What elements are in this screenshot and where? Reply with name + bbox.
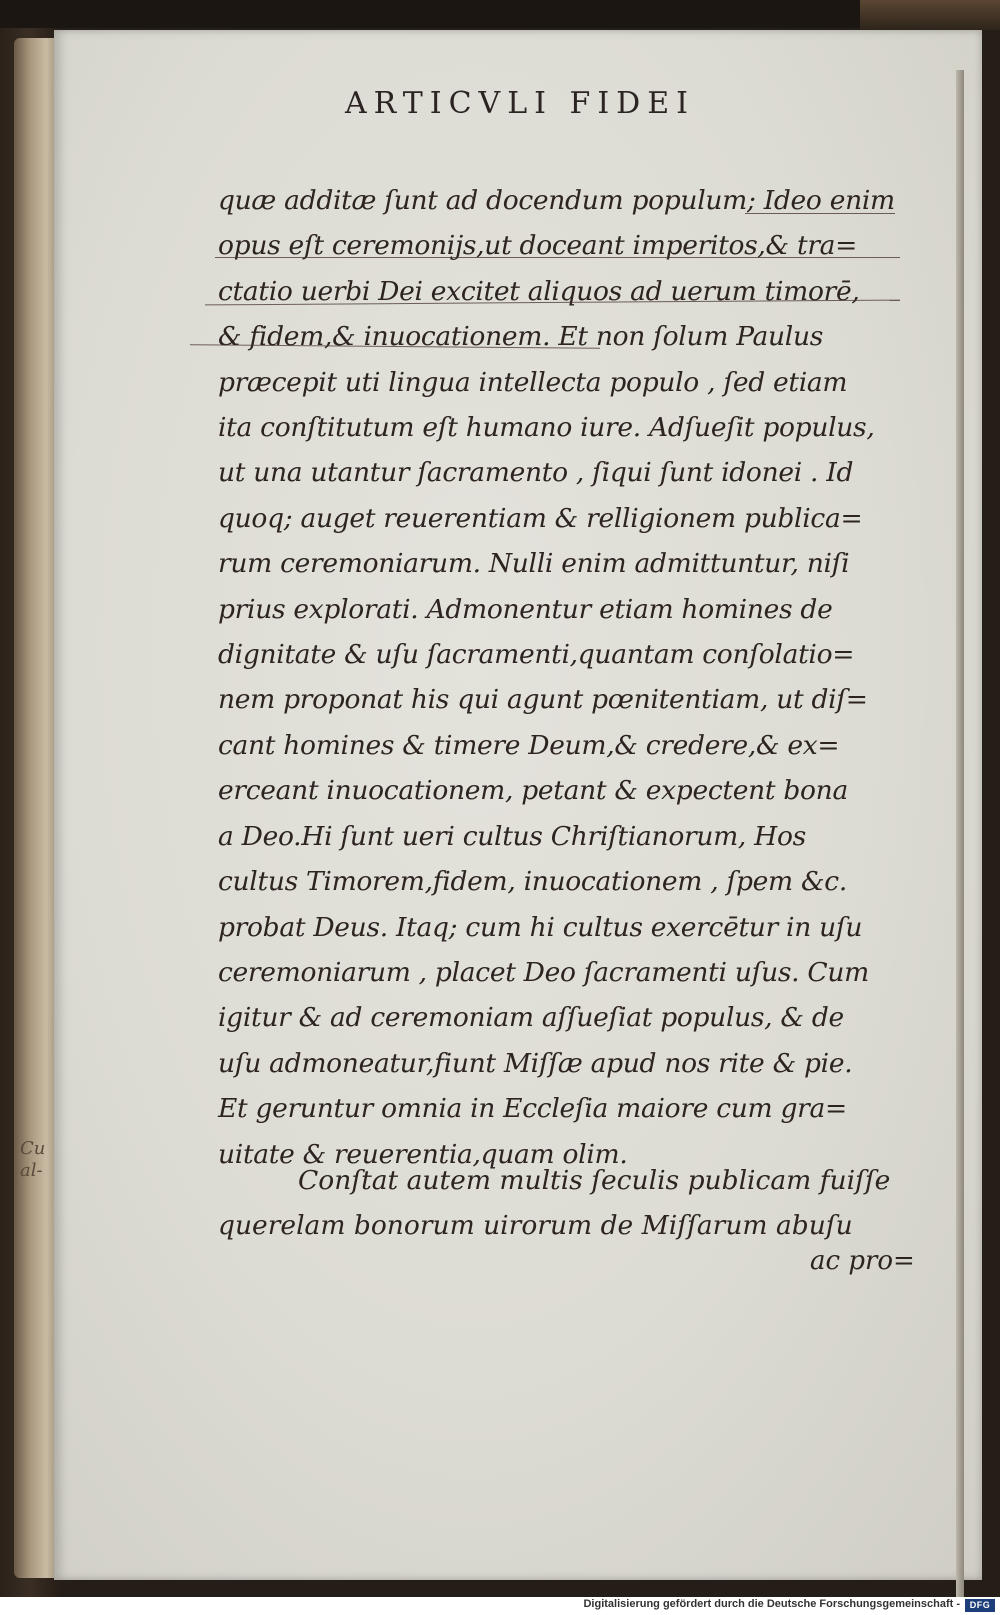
text-line: rum ceremoniarum. Nulli enim admittuntur, niſi xyxy=(218,548,850,580)
text-line: Conſtat autem multis ſeculis publicam fuiſſe xyxy=(298,1165,891,1196)
text-line: ut una utantur ſacramento , ſiqui ſunt idonei . Id xyxy=(218,457,854,489)
text-line: uitate & reuerentia,quam olim. xyxy=(218,1138,628,1170)
paragraph-1 xyxy=(218,178,908,1177)
hand-underline-2 xyxy=(215,257,900,258)
text-line: ceremoniarum , placet Deo ſacramenti uſus. Cum xyxy=(218,956,869,988)
text-line: quoq; auget reuerentiam & relligionem publica= xyxy=(218,502,863,534)
text-line: Et geruntur omnia in Eccleſia maiore cum gra= xyxy=(218,1093,847,1125)
text-line: a Deo.Hi ſunt ueri cultus Chriſtianorum, Hos xyxy=(218,820,806,852)
text-line: probat Deus. Itaq; cum hi cultus exercētur in uſu xyxy=(218,911,863,943)
margin-note-line: Cu xyxy=(20,1138,46,1159)
text-line: ita conſtitutum eſt humano iure. Adſueſit populus, xyxy=(218,412,875,444)
text-line: cultus Timorem,fidem, inuocationem , ſpem &c. xyxy=(218,866,847,898)
funding-credit: Digitalisierung gefördert durch die Deutsche Forschungsgemeinschaft - xyxy=(583,1598,960,1610)
text-line: & fidem,& inuocationem. Et non ſolum Paulus xyxy=(218,321,824,353)
running-head: ARTICVLI FIDEI xyxy=(345,86,695,121)
paragraph-2 xyxy=(218,1158,908,1249)
text-line: erceant inuocationem, petant & expectent bona xyxy=(218,775,848,807)
text-line: prius explorati. Admonentur etiam homines de xyxy=(218,593,833,625)
text-line: nem proponat his qui agunt pœnitentiam, ut diſ= xyxy=(218,684,868,716)
margin-annotation xyxy=(20,1138,60,1182)
hand-underline-1 xyxy=(745,213,895,214)
text-line: dignitate & uſu ſacramenti,quantam conſolatio= xyxy=(218,639,855,671)
text-line: præcepit uti lingua intellecta populo , ſed etiam xyxy=(218,366,848,398)
margin-note-line: al- xyxy=(20,1160,43,1181)
text-line: opus eſt ceremonijs,ut doceant imperitos,& tra= xyxy=(218,230,858,262)
digitization-footer xyxy=(0,1597,1000,1615)
cover-corner xyxy=(860,0,1000,30)
text-line: querelam bonorum uirorum de Miſſarum abuſu xyxy=(218,1210,853,1242)
dfg-logo: DFG xyxy=(965,1599,995,1612)
text-line: ctatio uerbi Dei excitet aliquos ad uerum timorē, xyxy=(218,275,860,307)
text-line: cant homines & timere Deum,& credere,& ex= xyxy=(218,729,840,761)
page-fore-edge xyxy=(956,70,964,1600)
text-line: uſu admoneatur,fiunt Miſſæ apud nos rite & pie. xyxy=(218,1047,853,1079)
text-line: igitur & ad ceremoniam aſſueſiat populus, & de xyxy=(218,1002,844,1034)
text-line: quæ additæ ſunt ad docendum populum; Ideo enim xyxy=(218,185,895,216)
catchword: ac pro= xyxy=(810,1246,915,1276)
